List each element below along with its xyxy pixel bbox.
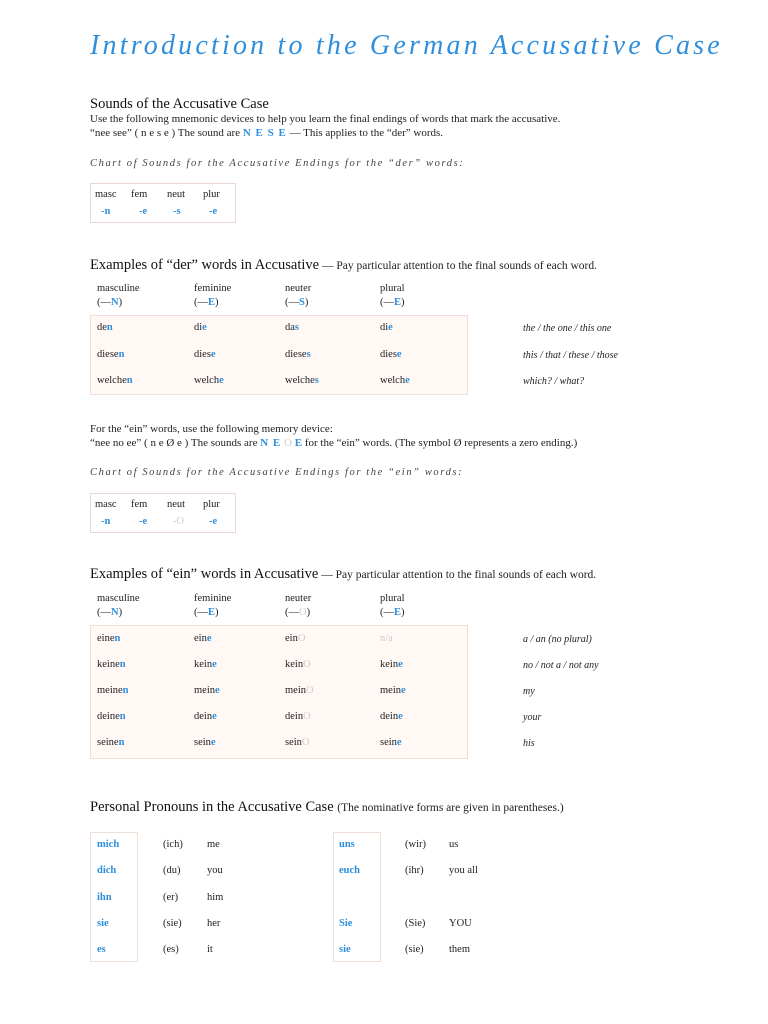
neoe-code-zero: O [284,437,292,449]
table-cell-word [194,659,217,670]
word-ending: O [301,737,310,748]
column-name: masculine [97,593,140,604]
table-cell-word [97,711,126,722]
table-cell-word [380,633,393,644]
word-ending: n [122,685,129,696]
word-ending: e [405,375,410,386]
table-cell-word [97,322,113,333]
pronoun-accusative: Sie [339,917,353,929]
column-name: plural [380,283,405,294]
word-stem: sein [380,737,397,748]
chart-ending: -e [139,516,148,527]
word-ending: e [398,711,403,722]
chart-header: masc [95,499,117,510]
word-stem: di [380,322,389,333]
word-stem: dies [380,348,397,360]
column-header-neuter [285,282,311,310]
pronouns-note: (The nominative forms are given in parentheses.) [337,802,564,814]
table-cell-word [194,322,207,333]
word-stem: mein [194,685,215,696]
word-stem: mein [285,685,306,696]
word-ending: e [212,711,217,722]
neoe-line-text: “nee no ee” ( n e Ø e ) The sounds are [90,437,261,449]
pronoun-nominative: (wir) [405,839,426,850]
pronoun-english: YOU [449,917,472,929]
word-stem: welch [380,375,406,386]
der-chart-caption: Chart of Sounds for the Accusative Endings for the “der” words: [90,158,465,169]
table-cell-word [285,685,314,696]
word-stem: eine [97,633,115,644]
section-heading-ein-examples [90,566,596,583]
word-ending: e [212,659,217,670]
word-ending: e [388,322,393,333]
word-ending: O [297,633,306,644]
word-ending: e [396,348,402,360]
chart-ending: -e [209,206,218,217]
pronoun-english: it [207,944,213,956]
chart-ending: -s [173,206,181,217]
column-ending: (—S) [285,297,309,308]
table-gloss: a / an (no plural) [523,634,592,645]
word-stem: seine [97,737,119,748]
word-stem: di [194,322,203,333]
sounds-intro-line: Use the following mnemonic devices to help you learn the final endings of words that mark the accusative. [90,113,561,125]
pronoun-accusative: sie [97,917,109,929]
word-ending: n [106,322,113,333]
nese-code: N E S E [242,127,287,139]
column-name: neuter [285,593,312,604]
pronoun-nominative: (Sie) [405,917,426,929]
table-cell-word [97,685,129,696]
word-stem: deine [97,711,120,722]
pronoun-english: her [207,917,221,929]
table-cell-word [194,633,212,644]
pronoun-english: you [207,865,223,877]
pronoun-nominative: (sie) [405,944,424,956]
column-name: feminine [194,593,232,604]
table-gloss: his [523,738,535,749]
word-ending: e [401,685,406,696]
chart-ending: -n [101,516,111,527]
column-header-feminine [194,282,231,310]
table-cell-word [194,349,216,360]
column-header-neuter [285,592,311,620]
table-cell-word [380,711,403,722]
word-ending: e [210,348,216,360]
column-ending: (—E) [194,297,219,308]
column-ending: (—N) [97,297,123,308]
chart-header: masc [95,189,117,200]
word-stem: kein [380,659,399,670]
column-header-masculine [97,592,140,620]
word-ending: n [119,659,126,670]
table-gloss: your [523,712,542,723]
chart-header: plur [203,189,220,200]
table-gloss: this / that / these / those [523,349,618,361]
chart-ending: -n [101,206,111,217]
neoe-line [90,436,577,450]
ein-sounds-chart [90,493,236,533]
word-stem: kein [285,659,304,670]
word-stem: sein [285,737,302,748]
word-stem: sein [194,737,211,748]
word-ending: e [206,633,212,644]
chart-header: neut [167,189,186,200]
word-stem: dein [194,711,213,722]
der-examples-note: — Pay particular attention to the final sounds of each word. [319,260,597,272]
word-stem: ein [194,633,207,644]
word-stem: kein [194,659,213,670]
word-ending: s [306,348,311,360]
table-cell-word [97,349,124,360]
word-ending: e [219,375,224,386]
table-cell-word [194,375,224,386]
page-title: Introduction to the German Accusative Case [90,30,723,61]
chart-header: fem [131,189,148,200]
word-stem: dein [380,711,399,722]
table-cell-word [285,737,310,748]
nese-line-text: “nee see” ( n e s e ) The sound are [90,127,243,139]
word-stem: keine [97,659,120,670]
column-header-feminine [194,592,231,620]
word-ending: e [210,737,216,748]
table-cell-word [380,349,402,360]
neoe-code-ne: N E [260,437,282,449]
table-cell-word [97,633,120,644]
column-ending: (—O) [285,607,311,618]
word-stem: welche [97,375,127,386]
pronoun-nominative: (du) [163,865,181,877]
pronoun-accusative: uns [339,839,355,850]
column-name: plural [380,593,405,604]
word-ending: O [306,685,314,696]
table-gloss: my [523,686,535,697]
pronoun-nominative: (sie) [163,917,182,929]
ein-intro-line: For the “ein” words, use the following memory device: [90,423,333,435]
pronoun-english: you all [449,865,478,877]
table-cell-word [97,375,133,386]
word-stem: da [285,322,295,333]
word-ending: s [314,375,319,386]
table-cell-word [380,685,406,696]
table-gloss: no / not a / not any [523,660,599,671]
table-cell-word [97,659,126,670]
pronoun-nominative: (es) [163,944,179,956]
pronoun-accusative: es [97,944,106,956]
pronoun-english: them [449,944,470,956]
section-heading-sounds: Sounds of the Accusative Case [90,96,269,112]
ein-examples-title: Examples of “ein” words in Accusative [90,566,319,582]
pronoun-accusative: sie [339,944,351,956]
column-name: masculine [97,283,140,294]
table-cell-word [194,685,220,696]
word-stem: meine [97,685,123,696]
pronoun-nominative: (ich) [163,839,183,850]
word-ending: n/a [380,633,393,644]
table-cell-word [380,659,403,670]
chart-ending: -e [209,516,218,527]
section-heading-pronouns [90,799,564,816]
neoe-line-tail: for the “ein” words. (The symbol Ø represents a zero ending.) [302,437,578,449]
table-gloss: the / the one / this one [523,323,612,334]
neoe-code-e: E [294,437,303,449]
section-heading-der-examples [90,257,597,274]
table-gloss: which? / what? [523,376,585,387]
word-ending: e [202,322,207,333]
der-examples-table [90,315,468,395]
column-ending: (—N) [97,607,123,618]
column-header-plural [380,282,405,310]
chart-ending-zero: -O [173,516,185,527]
word-ending: n [114,633,121,644]
word-ending: n [118,737,125,748]
pronoun-accusative: dich [97,865,117,877]
word-stem: ein [285,633,298,644]
word-stem: dein [285,711,304,722]
table-cell-word [285,633,305,644]
table-cell-word [285,711,311,722]
table-cell-word [380,737,402,748]
column-name: neuter [285,283,312,294]
plural-pronoun-box [333,832,381,962]
column-ending: (—E) [380,607,405,618]
column-ending: (—E) [380,297,405,308]
pronoun-accusative: mich [97,839,120,850]
table-cell-word [194,711,217,722]
table-cell-word [97,737,124,748]
table-cell-word [285,659,311,670]
word-ending: s [294,322,300,333]
der-sounds-chart [90,183,236,223]
word-ending: e [396,737,402,748]
column-name: feminine [194,283,232,294]
word-stem: mein [380,685,401,696]
pronoun-english: him [207,891,224,903]
word-ending: O [303,659,311,670]
nese-line-tail: — This applies to the “der” words. [286,127,444,139]
table-cell-word [194,737,216,748]
chart-header: fem [131,499,148,510]
word-ending: n [119,711,126,722]
table-cell-word [285,349,311,360]
chart-ending: -e [139,206,148,217]
ein-examples-note: — Pay particular attention to the final sounds of each word. [318,569,597,581]
chart-header: neut [167,499,186,510]
word-stem: welch [194,375,220,386]
table-cell-word [285,322,299,333]
ein-examples-table [90,625,468,759]
word-ending: e [398,659,403,670]
word-stem: welche [285,375,315,386]
pronoun-nominative: (er) [163,891,179,903]
word-stem: dies [194,348,211,360]
word-ending: O [303,711,311,722]
pronoun-accusative: ihn [97,891,112,903]
word-ending: n [118,348,125,360]
column-ending: (—E) [194,607,219,618]
word-ending: e [215,685,220,696]
pronoun-accusative: euch [339,865,360,877]
pronouns-title: Personal Pronouns in the Accusative Case [90,799,334,815]
ein-chart-caption: Chart of Sounds for the Accusative Endings for the “ein” words: [90,467,464,478]
column-header-plural [380,592,405,620]
pronoun-english: me [207,839,220,850]
table-cell-word [380,375,410,386]
table-cell-word [380,322,393,333]
chart-header: plur [203,499,220,510]
word-stem: diese [97,348,119,360]
der-examples-title: Examples of “der” words in Accusative [90,257,320,273]
word-stem: de [97,322,107,333]
pronoun-english: us [449,839,459,850]
word-ending: n [126,375,133,386]
nese-line [90,126,443,140]
word-stem: diese [285,348,307,360]
pronoun-nominative: (ihr) [405,865,424,877]
column-header-masculine [97,282,140,310]
table-cell-word [285,375,319,386]
